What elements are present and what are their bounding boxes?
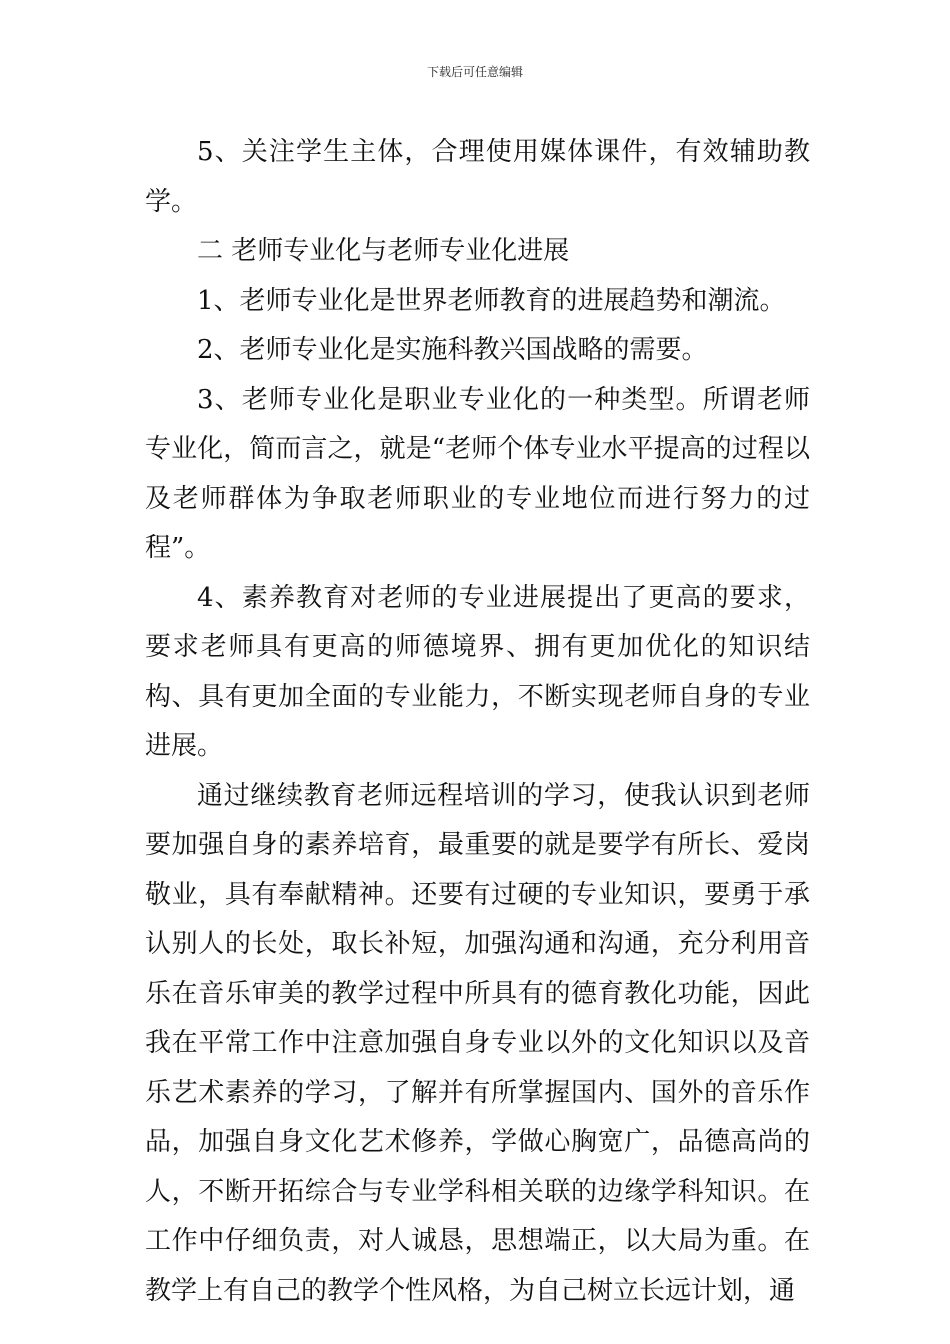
paragraph-item-1: 1、老师专业化是世界老师教育的进展趋势和潮流。 [197,285,786,316]
page-header: 下载后可任意编辑 [426,65,523,79]
paragraph-reflection: 通过继续教育老师远程培训的学习，使我认识到老师要加强自身的素养培育，最重要的就是要学有所长、爱岗敬业，具有奉献精神。还要有过硬的专业知识，要勇于承认别人的长处，取长补短，加强沟通和沟通，充分利用音乐在音乐审美的教学过程中所具有的德育教化功能，因此我在平常工作中注意加强自身专业以外的文化知识以及音乐艺术素养的学习，了解并有所掌握国内、国外的音乐作品，加强自身文化艺术修养，学做心胸宽广，品德高尚的人，不断开拓综合与专业学科相关联的边缘学科知识。在工作中仔细负责，对人诚恳，思想端正，以大局为重。在教学上有自己的教学个性风格，为自己树立长远计划，通 [145,780,810,1306]
paragraph-item-3: 3、老师专业化是职业专业化的一种类型。所谓老师专业化，简而言之，就是“老师个体专业水平提高的过程以及老师群体为争取老师职业的专业地位而进行努力的过程”。 [145,384,810,563]
document-body [145,128,810,1316]
paragraph-item-4: 4、素养教育对老师的专业进展提出了更高的要求，要求老师具有更高的师德境界、拥有更加优化的知识结构、具有更加全面的专业能力，不断实现老师自身的专业进展。 [145,582,810,761]
paragraph-item-2: 2、老师专业化是实施科教兴国战略的需要。 [197,335,708,365]
section-heading-2: 二 老师专业化与老师专业化进展 [197,236,570,266]
paragraph-item-5: 5、关注学生主体，合理使用媒体课件，有效辅助教学。 [145,137,810,217]
